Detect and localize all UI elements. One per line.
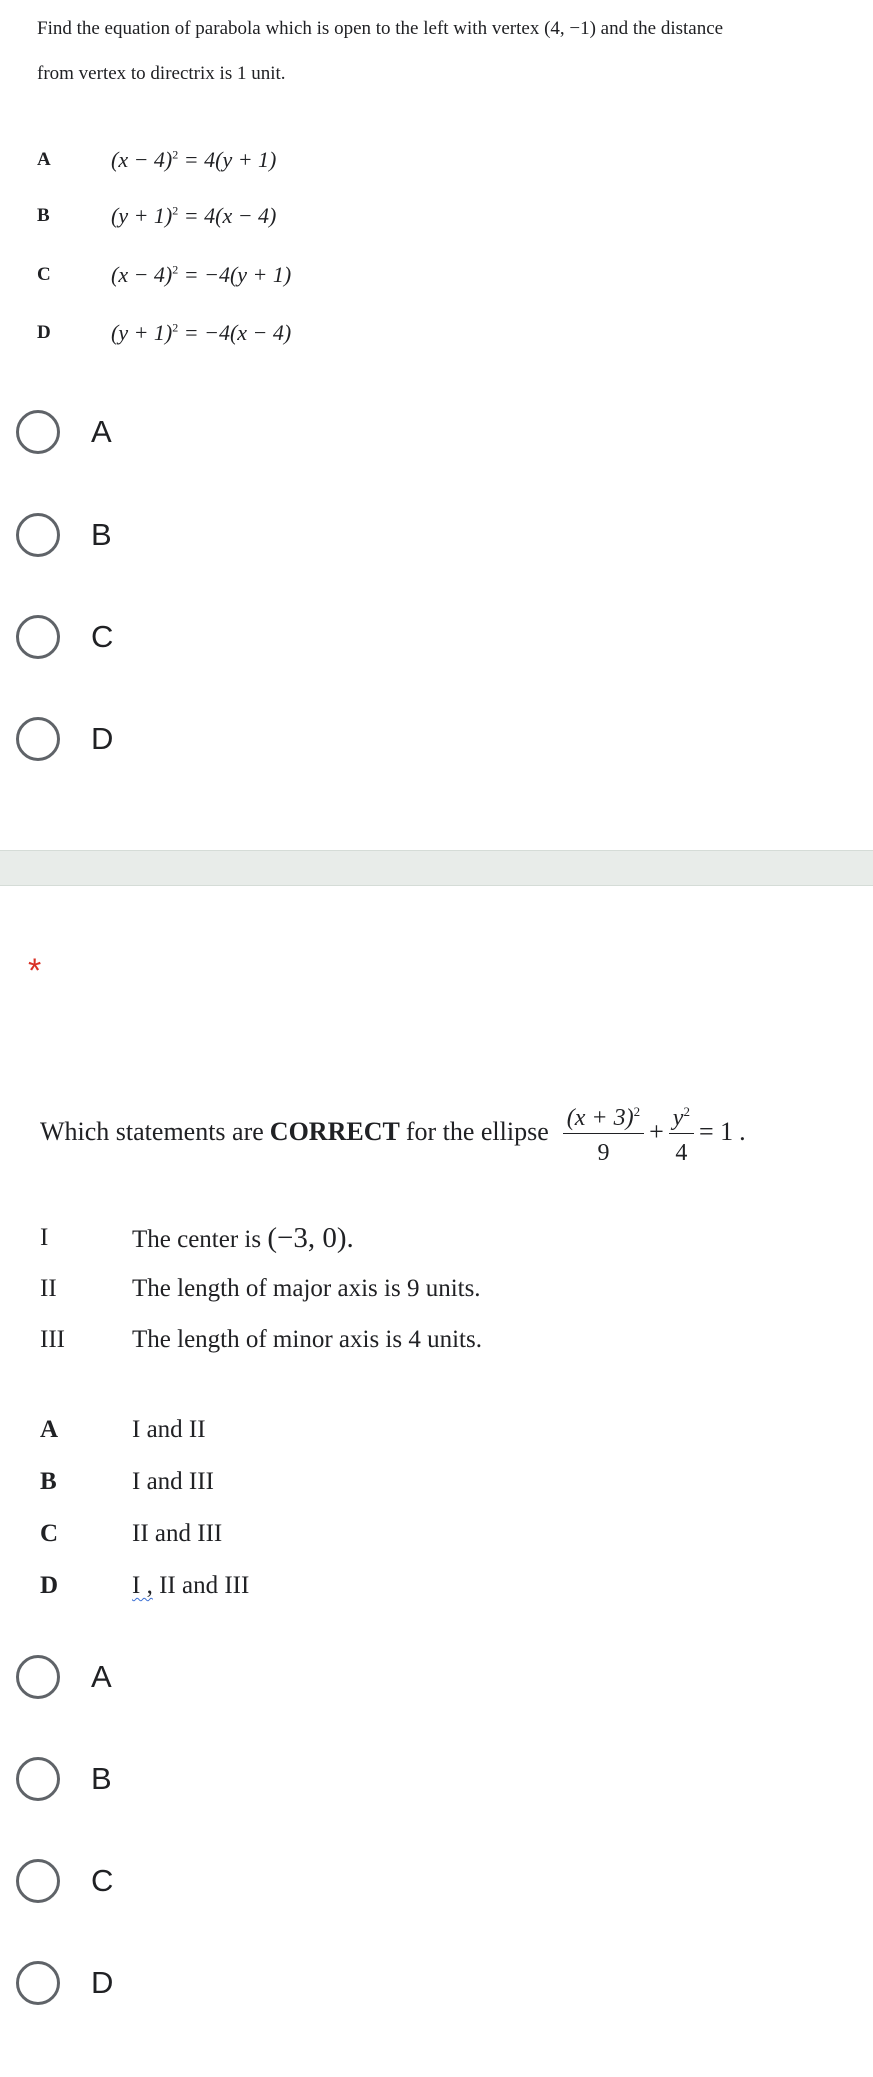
radio-circle-icon[interactable]: [16, 513, 60, 557]
question-1-line-2: from vertex to directrix is 1 unit.: [37, 63, 286, 84]
q1-option-equation: $(x - 4)^2 = 4(y + 1)$: [111, 147, 277, 172]
q2-radio-a[interactable]: [16, 1649, 112, 1705]
required-marker: *: [28, 952, 42, 990]
q1-option-letter: B: [37, 205, 50, 226]
q2-option-letter: D: [40, 1572, 59, 1599]
q1-option-equation: $(y + 1)^2 = -4(x - 4)$: [111, 320, 292, 345]
q1-option-equation: $(y + 1)^2 = 4(x - 4)$: [111, 203, 277, 228]
q1-radio-a[interactable]: [16, 404, 112, 460]
question-2-prefix: Which statements are: [40, 1117, 264, 1146]
radio-circle-icon[interactable]: [16, 615, 60, 659]
question-2-suffix: for the ellipse: [405, 1117, 549, 1146]
q2-option-c: [40, 1511, 222, 1557]
q2-option-text: II and III: [132, 1520, 223, 1547]
statement-number: I: [40, 1224, 49, 1251]
q1-option-equation: $(x - 4)^2 = -4(y + 1)$: [111, 262, 292, 287]
radio-circle-icon[interactable]: [16, 1655, 60, 1699]
radio-circle-icon[interactable]: [16, 410, 60, 454]
q2-option-a: [40, 1407, 206, 1453]
q2-option-text: I , II and III: [132, 1572, 250, 1599]
statement-number: II: [40, 1275, 57, 1302]
ellipse-fraction-x: $\frac{(x + 3)^2}{9}$: [563, 1097, 644, 1168]
statement-text: The center is (−3, 0).: [132, 1221, 354, 1254]
q2-option-letter: B: [40, 1468, 57, 1495]
sentence-end: .: [739, 1117, 746, 1146]
radio-label[interactable]: A: [91, 1659, 112, 1694]
q2-radio-c[interactable]: [16, 1853, 113, 1909]
question-2-text: [40, 1092, 749, 1172]
q1-option-a: [37, 140, 276, 180]
q1-radio-d[interactable]: [16, 711, 113, 767]
question-2-emphasis: CORRECT: [269, 1117, 400, 1146]
q1-radio-b[interactable]: [16, 507, 112, 563]
radio-circle-icon[interactable]: [16, 717, 60, 761]
radio-label[interactable]: B: [91, 1761, 112, 1796]
q2-option-text: I and II: [132, 1416, 206, 1443]
section-divider: [0, 850, 873, 886]
q1-option-letter: A: [37, 149, 51, 170]
radio-label[interactable]: D: [91, 721, 114, 756]
q2-option-d: [40, 1563, 249, 1609]
q2-radio-d[interactable]: [16, 1955, 113, 2011]
radio-label[interactable]: C: [91, 619, 114, 654]
radio-label[interactable]: A: [91, 414, 112, 449]
question-1-line-1: Find the equation of parabola which is open to the left with vertex (4, −1) and the distance: [37, 18, 724, 39]
q2-option-letter: A: [40, 1416, 59, 1443]
statement-text: The length of major axis is 9 units.: [132, 1275, 481, 1302]
radio-circle-icon[interactable]: [16, 1757, 60, 1801]
q2-radio-b[interactable]: [16, 1751, 112, 1807]
plus-sign: +: [649, 1117, 664, 1146]
q1-option-letter: D: [37, 322, 51, 343]
statement-3: [40, 1317, 482, 1363]
q2-option-letter: C: [40, 1520, 59, 1547]
q1-option-d: [37, 313, 291, 353]
q1-radio-c[interactable]: [16, 609, 113, 665]
question-1-text: [37, 6, 857, 96]
radio-label[interactable]: C: [91, 1863, 114, 1898]
radio-label[interactable]: B: [91, 517, 112, 552]
ellipse-fraction-y: $\frac{y^2}{4}$: [669, 1097, 694, 1168]
radio-circle-icon[interactable]: [16, 1859, 60, 1903]
statement-number: III: [40, 1326, 65, 1353]
statement-2: [40, 1266, 481, 1312]
statement-text: The length of minor axis is 4 units.: [132, 1326, 482, 1353]
radio-label[interactable]: D: [91, 1965, 114, 2000]
q2-option-b: [40, 1459, 214, 1505]
equals-one: = 1: [698, 1117, 734, 1146]
q1-option-b: [37, 196, 276, 236]
q1-option-c: [37, 255, 291, 295]
q2-option-text: I and III: [132, 1468, 214, 1495]
q1-option-letter: C: [37, 264, 51, 285]
radio-circle-icon[interactable]: [16, 1961, 60, 2005]
statement-1: [40, 1215, 354, 1261]
